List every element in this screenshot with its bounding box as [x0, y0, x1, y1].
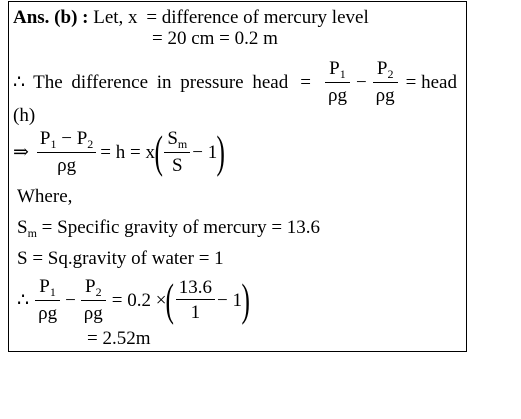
formula-p1-sub: 1	[50, 137, 57, 151]
formula-fraction	[37, 129, 96, 175]
calc-p2-den: ρg	[83, 303, 103, 324]
where-label: Where,	[17, 186, 73, 207]
fraction-p1	[325, 59, 350, 105]
sm-symbol: S	[167, 128, 178, 149]
p2-denominator: ρg	[375, 85, 395, 106]
calc-right-paren: )	[241, 274, 250, 325]
answer-prefix: Ans. (b) :	[13, 7, 89, 28]
sm-def-text: = Specific gravity of mercury = 13.6	[41, 217, 321, 238]
pressure-head-line	[13, 58, 457, 106]
answer-line	[13, 8, 369, 27]
p2-subscript: 2	[387, 67, 394, 81]
equals-sign: =	[300, 71, 311, 93]
p1-symbol: P	[329, 58, 340, 79]
calc-p2-sub: 2	[95, 285, 102, 299]
minus-sign: −	[355, 71, 367, 93]
formula-minus-p2: − P	[56, 128, 88, 149]
left-paren: (	[154, 126, 163, 177]
calc-p1: P	[39, 276, 50, 297]
calc-ratio-fraction	[176, 278, 215, 322]
head-continuation: (h)	[13, 105, 36, 126]
calc-multiply: = 0.2 ×	[111, 289, 167, 311]
calc-left-paren: (	[165, 274, 175, 325]
p1-denominator: ρg	[327, 85, 347, 106]
sm-subscript: m	[177, 137, 188, 151]
formula-middle: = h = x	[100, 141, 155, 163]
formula-p1: P	[39, 128, 51, 149]
formula-p2-sub: 2	[87, 137, 94, 151]
calc-p1-den: ρg	[38, 303, 58, 324]
calc-fraction-p2	[81, 277, 106, 323]
let-text: Let, x	[93, 7, 138, 28]
value-line: = 20 cm = 0.2 m	[152, 28, 278, 49]
p1-subscript: 1	[339, 67, 346, 81]
final-result: = 2.52m	[87, 328, 151, 349]
sm-definition	[17, 218, 320, 239]
calc-p2: P	[85, 276, 96, 297]
calculation-line	[17, 274, 249, 326]
sm-over-s-fraction	[164, 129, 190, 175]
formula-line	[13, 128, 225, 176]
head-result: = head	[405, 71, 457, 93]
definition-text: = difference of mercury level	[146, 7, 369, 28]
sm-def-subscript: m	[27, 226, 37, 240]
p2-symbol: P	[376, 58, 388, 79]
fraction-p2	[373, 59, 398, 105]
sm-def-symbol: S	[17, 217, 28, 238]
calc-minus: −	[65, 289, 76, 311]
implies-arrow: ⇒	[13, 141, 29, 163]
right-paren: )	[216, 126, 226, 177]
formula-denominator: ρg	[57, 155, 77, 176]
calc-fraction-p1	[35, 277, 60, 323]
calc-minus-one: − 1	[217, 289, 243, 311]
pressure-head-text: The difference in pressure head	[33, 71, 289, 93]
s-symbol: S	[171, 155, 183, 176]
formula-minus-one: − 1	[192, 141, 218, 163]
therefore-symbol: ∴	[13, 71, 26, 93]
calc-p1-sub: 1	[49, 285, 56, 299]
calc-denominator: 1	[190, 302, 201, 323]
s-definition: S = Sq.gravity of water = 1	[17, 248, 224, 269]
calc-therefore: ∴	[17, 289, 30, 311]
calc-numerator: 13.6	[176, 278, 215, 300]
